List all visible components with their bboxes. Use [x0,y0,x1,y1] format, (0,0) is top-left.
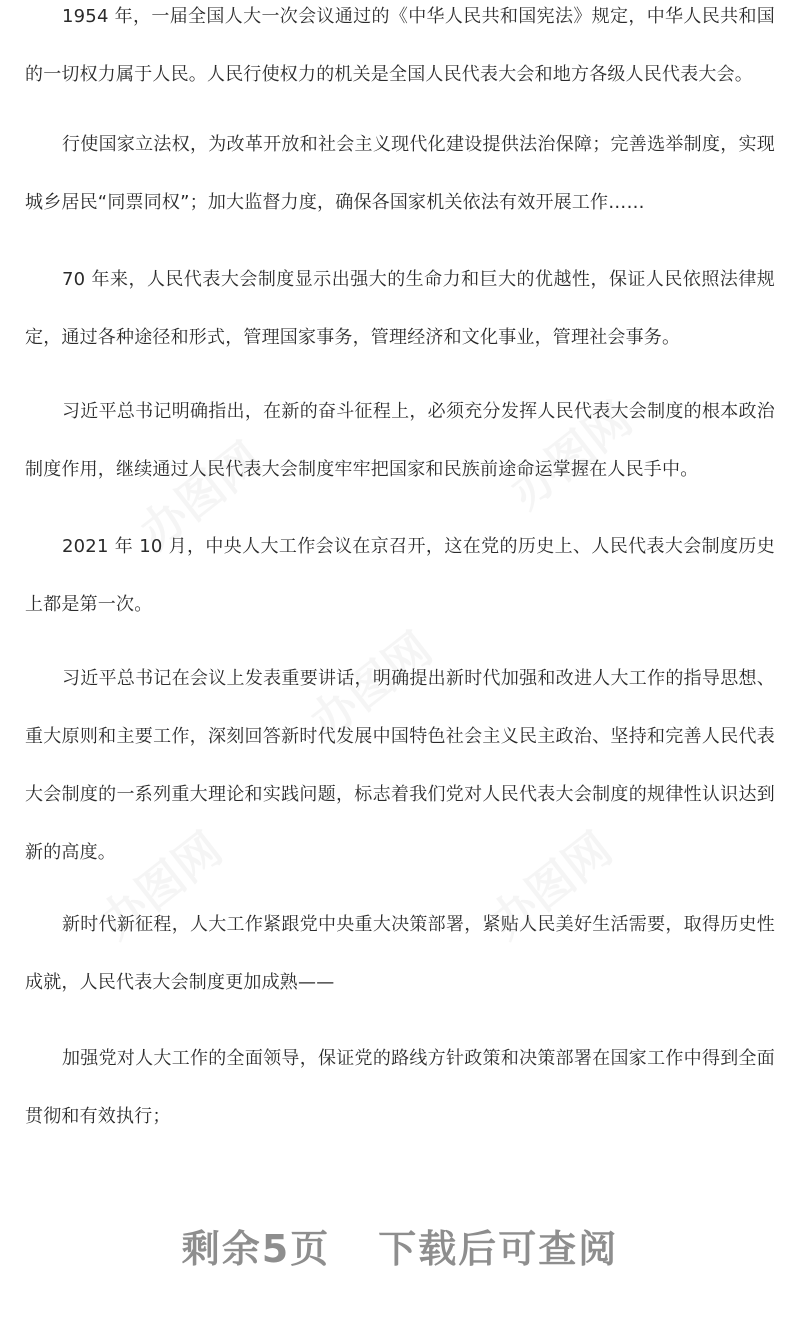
download-notice[interactable] [0,1215,800,1275]
paragraph-new-era: 新时代新征程，人大工作紧跟党中央重大决策部署，紧贴人民美好生活需要，取得历史性成就，人民代表大会制度更加成熟—— [25,914,775,993]
watermark: 办图网 [479,821,622,950]
watermark: 办图网 [499,391,642,520]
paragraph-constitution: 1954 年，一届全国人大一次会议通过的《中华人民共和国宪法》规定，中华人民共和国的一切权力属于人民。人民行使权力的机关是全国人民代表大会和地方各级人民代表大会。 [25,6,775,85]
download-to-view-label: 下载后可查阅 [378,1226,619,1271]
paragraph-legislative-power: 行使国家立法权，为改革开放和社会主义现代化建设提供法治保障；完善选举制度，实现城乡居民“同票同权”；加大监督力度，确保各国家机关依法有效开展工作…… [25,134,775,213]
paragraph-xi-speech: 习近平总书记在会议上发表重要讲话，明确提出新时代加强和改进人大工作的指导思想、重大原则和主要工作，深刻回答新时代发展中国特色社会主义民主政治、坚持和完善人民代表大会制度的一系列重大理论和实践问题，标志着我们党对人民代表大会制度的规律性认识达到新的高度。 [25,668,775,863]
watermark: 办图网 [299,621,442,750]
paragraph-xi-fundamental-system: 习近平总书记明确指出，在新的奋斗征程上，必须充分发挥人民代表大会制度的根本政治制度作用，继续通过人民代表大会制度牢牢把国家和民族前途命运掌握在人民手中。 [25,401,775,480]
paragraph-party-leadership: 加强党对人大工作的全面领导，保证党的路线方针政策和决策部署在国家工作中得到全面贯彻和有效执行； [25,1048,775,1127]
watermark: 办图网 [89,821,232,950]
watermark: 办图网 [129,431,272,560]
paragraph-2021-conference: 2021 年 10 月，中央人大工作会议在京召开，这在党的历史上、人民代表大会制度历史上都是第一次。 [25,536,775,615]
paragraph-seventy-years: 70 年来，人民代表大会制度显示出强大的生命力和巨大的优越性，保证人民依照法律规定，通过各种途径和形式，管理国家事务，管理经济和文化事业，管理社会事务。 [25,269,775,348]
remaining-pages-label: 剩余5页 [181,1226,331,1271]
